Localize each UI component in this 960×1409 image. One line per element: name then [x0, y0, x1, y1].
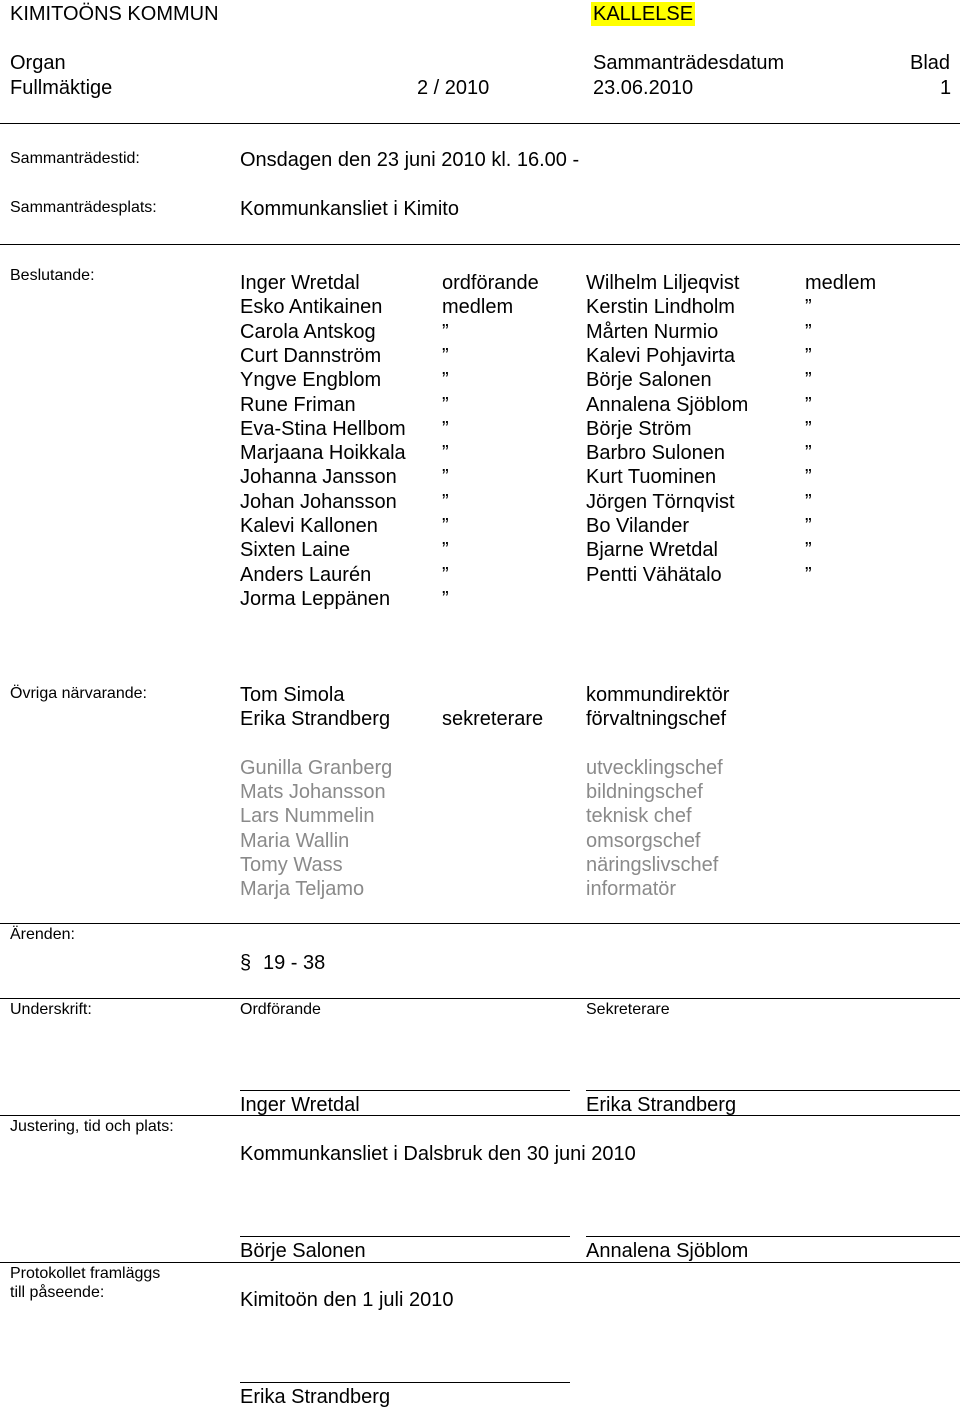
present-title: utvecklingschef — [586, 757, 723, 779]
member-name: Annalena Sjöblom — [586, 394, 749, 416]
municipality-name: KIMITOÖNS KOMMUN — [10, 3, 219, 25]
meeting-place-value: Kommunkansliet i Kimito — [240, 198, 459, 220]
others-divider — [0, 923, 960, 924]
inspection-label-line2: till påseende: — [10, 1284, 105, 1301]
present-name: Tomy Wass — [240, 854, 343, 876]
member-role: ” — [442, 564, 449, 586]
member-name: Barbro Sulonen — [586, 442, 725, 464]
meeting-time-label: Sammanträdestid: — [10, 150, 140, 167]
member-role: ” — [442, 442, 449, 464]
member-name: Marjaana Hoikkala — [240, 442, 406, 464]
member-name: Rune Friman — [240, 394, 356, 416]
member-name: Esko Antikainen — [240, 296, 383, 318]
member-role: ” — [805, 442, 812, 464]
inspection-value: Kimitoön den 1 juli 2010 — [240, 1289, 454, 1311]
member-role: ” — [805, 296, 812, 318]
member-role: ” — [805, 345, 812, 367]
member-role: ” — [805, 369, 812, 391]
member-role: ” — [442, 539, 449, 561]
member-name: Jorma Leppänen — [240, 588, 391, 610]
present-role: sekreterare — [442, 708, 544, 730]
member-role: ” — [442, 369, 449, 391]
member-name: Kalevi Pohjavirta — [586, 345, 735, 367]
member-name: Sixten Laine — [240, 539, 351, 561]
meeting-number: 2 / 2010 — [417, 77, 490, 99]
member-role: ” — [805, 564, 812, 586]
header-divider — [0, 123, 960, 124]
inspection-signer: Erika Strandberg — [240, 1386, 391, 1408]
secretary-name: Erika Strandberg — [586, 1094, 737, 1116]
adjustment-label: Justering, tid och plats: — [10, 1118, 174, 1135]
organ-label: Organ — [10, 52, 66, 74]
present-title: näringslivschef — [586, 854, 719, 876]
member-name: Anders Laurén — [240, 564, 372, 586]
matters-value: 19 - 38 — [263, 952, 326, 974]
present-name: Lars Nummelin — [240, 805, 375, 827]
member-role: ” — [805, 321, 812, 343]
meeting-time-value: Onsdagen den 23 juni 2010 kl. 16.00 - — [240, 149, 580, 171]
inspection-signature-line — [240, 1382, 570, 1383]
chair-name: Inger Wretdal — [240, 1094, 360, 1116]
present-name: Marja Teljamo — [240, 878, 365, 900]
member-name: Bo Vilander — [586, 515, 690, 537]
signature-label: Underskrift: — [10, 1001, 92, 1018]
present-title: teknisk chef — [586, 805, 692, 827]
inspection-label-line1: Protokollet framläggs — [10, 1265, 161, 1282]
member-role: ” — [805, 515, 812, 537]
member-name: Börje Ström — [586, 418, 692, 440]
chair-signature-line — [240, 1090, 570, 1091]
member-role: ” — [805, 491, 812, 513]
member-role: ” — [805, 539, 812, 561]
member-role: ” — [442, 321, 449, 343]
meeting-divider — [0, 244, 960, 245]
signature-divider — [0, 1115, 960, 1116]
present-title: informatör — [586, 878, 677, 900]
present-name: Tom Simola — [240, 684, 345, 706]
document-type — [591, 4, 695, 24]
secretary-signature-line — [586, 1090, 960, 1091]
adjustment-divider — [0, 1262, 960, 1263]
organ-value: Fullmäktige — [10, 77, 113, 99]
member-role: ” — [442, 394, 449, 416]
present-title: bildningschef — [586, 781, 703, 803]
member-role: ” — [442, 515, 449, 537]
member-role: ” — [442, 588, 449, 610]
member-name: Mårten Nurmio — [586, 321, 719, 343]
member-name: Jörgen Törnqvist — [586, 491, 735, 513]
adjuster2-name: Annalena Sjöblom — [586, 1240, 749, 1262]
adjuster1-name: Börje Salonen — [240, 1240, 366, 1262]
member-name: Börje Salonen — [586, 369, 712, 391]
present-title: förvaltningschef — [586, 708, 727, 730]
member-role: ” — [442, 418, 449, 440]
member-name: Eva-Stina Hellbom — [240, 418, 406, 440]
member-role: ” — [442, 491, 449, 513]
member-role: ordförande — [442, 272, 539, 294]
present-name: Maria Wallin — [240, 830, 350, 852]
member-name: Pentti Vähätalo — [586, 564, 722, 586]
adjuster1-signature-line — [240, 1236, 570, 1237]
adjustment-value: Kommunkansliet i Dalsbruk den 30 juni 2010 — [240, 1143, 636, 1165]
secretary-label: Sekreterare — [586, 1001, 670, 1018]
member-name: Johanna Jansson — [240, 466, 397, 488]
member-name: Yngve Engblom — [240, 369, 382, 391]
member-name: Kalevi Kallonen — [240, 515, 378, 537]
meeting-date-value: 23.06.2010 — [593, 77, 694, 99]
member-name: Kerstin Lindholm — [586, 296, 735, 318]
others-label: Övriga närvarande: — [10, 685, 147, 702]
document-type-label: KALLELSE — [593, 3, 694, 25]
member-name: Inger Wretdal — [240, 272, 360, 294]
member-name: Kurt Tuominen — [586, 466, 717, 488]
member-name: Curt Dannström — [240, 345, 382, 367]
meeting-place-label: Sammanträdesplats: — [10, 199, 157, 216]
member-role: ” — [805, 418, 812, 440]
member-name: Bjarne Wretdal — [586, 539, 718, 561]
matters-divider — [0, 998, 960, 999]
present-name: Mats Johansson — [240, 781, 386, 803]
page-value: 1 — [940, 77, 952, 99]
present-title: kommundirektör — [586, 684, 730, 706]
deciding-label: Beslutande: — [10, 267, 95, 284]
page-label: Blad — [910, 52, 951, 74]
member-role: ” — [442, 466, 449, 488]
member-role: medlem — [805, 272, 877, 294]
section-sign: § — [240, 952, 252, 974]
meeting-date-label: Sammanträdesdatum — [593, 52, 785, 74]
member-role: ” — [805, 394, 812, 416]
present-title: omsorgschef — [586, 830, 701, 852]
member-role: medlem — [442, 296, 514, 318]
chair-label: Ordförande — [240, 1001, 321, 1018]
member-role: ” — [805, 466, 812, 488]
matters-label: Ärenden: — [10, 926, 75, 943]
member-role: ” — [442, 345, 449, 367]
member-name: Wilhelm Liljeqvist — [586, 272, 740, 294]
present-name: Gunilla Granberg — [240, 757, 393, 779]
member-name: Carola Antskog — [240, 321, 376, 343]
adjuster2-signature-line — [586, 1236, 960, 1237]
present-name: Erika Strandberg — [240, 708, 391, 730]
member-name: Johan Johansson — [240, 491, 397, 513]
